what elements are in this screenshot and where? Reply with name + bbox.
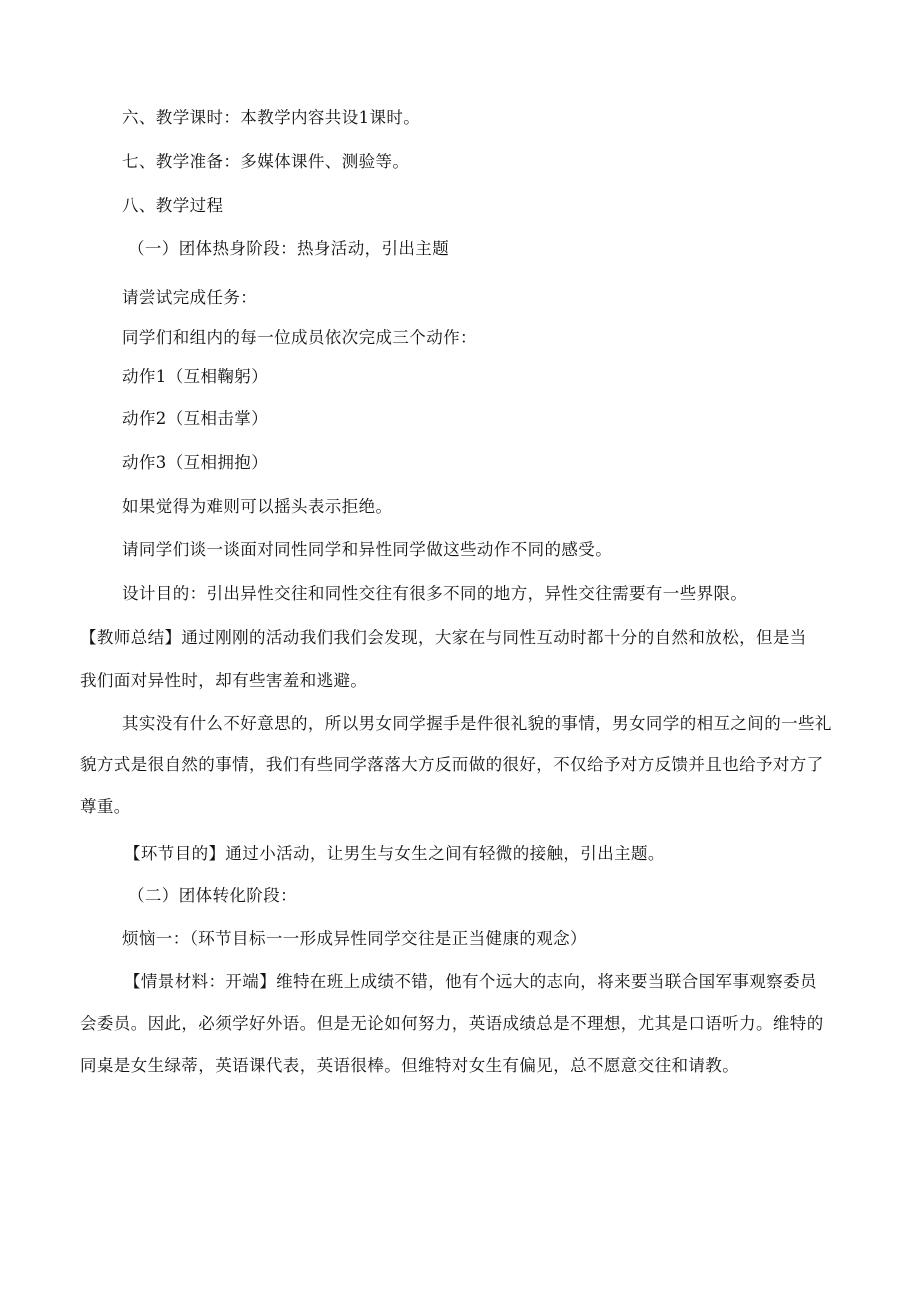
explanation-line-3: 尊重。 xyxy=(80,797,131,816)
section-seven-teaching-prep: 七、教学准备：多媒体课件、测验等。 xyxy=(122,152,410,171)
explanation-line-1: 其实没有什么不好意思的，所以男女同学握手是件很礼貌的事情，男女同学的相互之间的一些礼 xyxy=(122,714,832,733)
worry-one-heading: 烦恼一：（环节目标一一形成异性同学交往是正当健康的观念） xyxy=(122,929,587,948)
action-three: 动作3（互相拥抱） xyxy=(122,453,269,472)
section-eight-heading: 八、教学过程 xyxy=(122,196,224,215)
task-description: 同学们和组内的每一位成员依次完成三个动作： xyxy=(122,328,477,347)
subsection-transition-heading: （二）团体转化阶段： xyxy=(128,886,297,905)
subsection-warmup-heading: （一）团体热身阶段：热身活动，引出主题 xyxy=(128,239,450,258)
explanation-line-2: 貌方式是很自然的事情，我们有些同学落落大方反而做的很好，不仅给予对方反馈并且也给予对方了 xyxy=(80,755,824,774)
action-one: 动作1（互相鞠躬） xyxy=(122,367,269,386)
design-purpose: 设计目的：引出异性交往和同性交往有很多不同的地方，异性交往需要有一些界限。 xyxy=(122,584,748,603)
section-six-teaching-hours: 六、教学课时：本教学内容共设1课时。 xyxy=(122,108,421,127)
scenario-line-2: 会委员。因此，必须学好外语。但是无论如何努力，英语成绩总是不理想，尤其是口语听力。维特的 xyxy=(80,1014,824,1033)
teacher-summary-line-2: 我们面对异性时，却有些害羞和逃避。 xyxy=(80,671,368,690)
scenario-line-1: 【情景材料：开端】维特在班上成绩不错，他有个远大的志向，将来要当联合国军事观察委员 xyxy=(124,972,817,991)
segment-purpose: 【环节目的】通过小活动，让男生与女生之间有轻微的接触，引出主题。 xyxy=(124,844,665,863)
scenario-line-3: 同桌是女生绿蒂，英语课代表，英语很棒。但维特对女生有偏见，总不愿意交往和请教。 xyxy=(80,1056,740,1075)
discussion-prompt: 请同学们谈一谈面对同性同学和异性同学做这些动作不同的感受。 xyxy=(122,540,613,559)
refusal-note: 如果觉得为难则可以摇头表示拒绝。 xyxy=(122,497,393,516)
task-intro: 请尝试完成任务： xyxy=(122,288,258,307)
teacher-summary-line-1: 【教师总结】通过刚刚的活动我们我们会发现，大家在与同性互动时都十分的自然和放松，但是当 xyxy=(80,628,807,647)
action-two: 动作2（互相击掌） xyxy=(122,409,269,428)
